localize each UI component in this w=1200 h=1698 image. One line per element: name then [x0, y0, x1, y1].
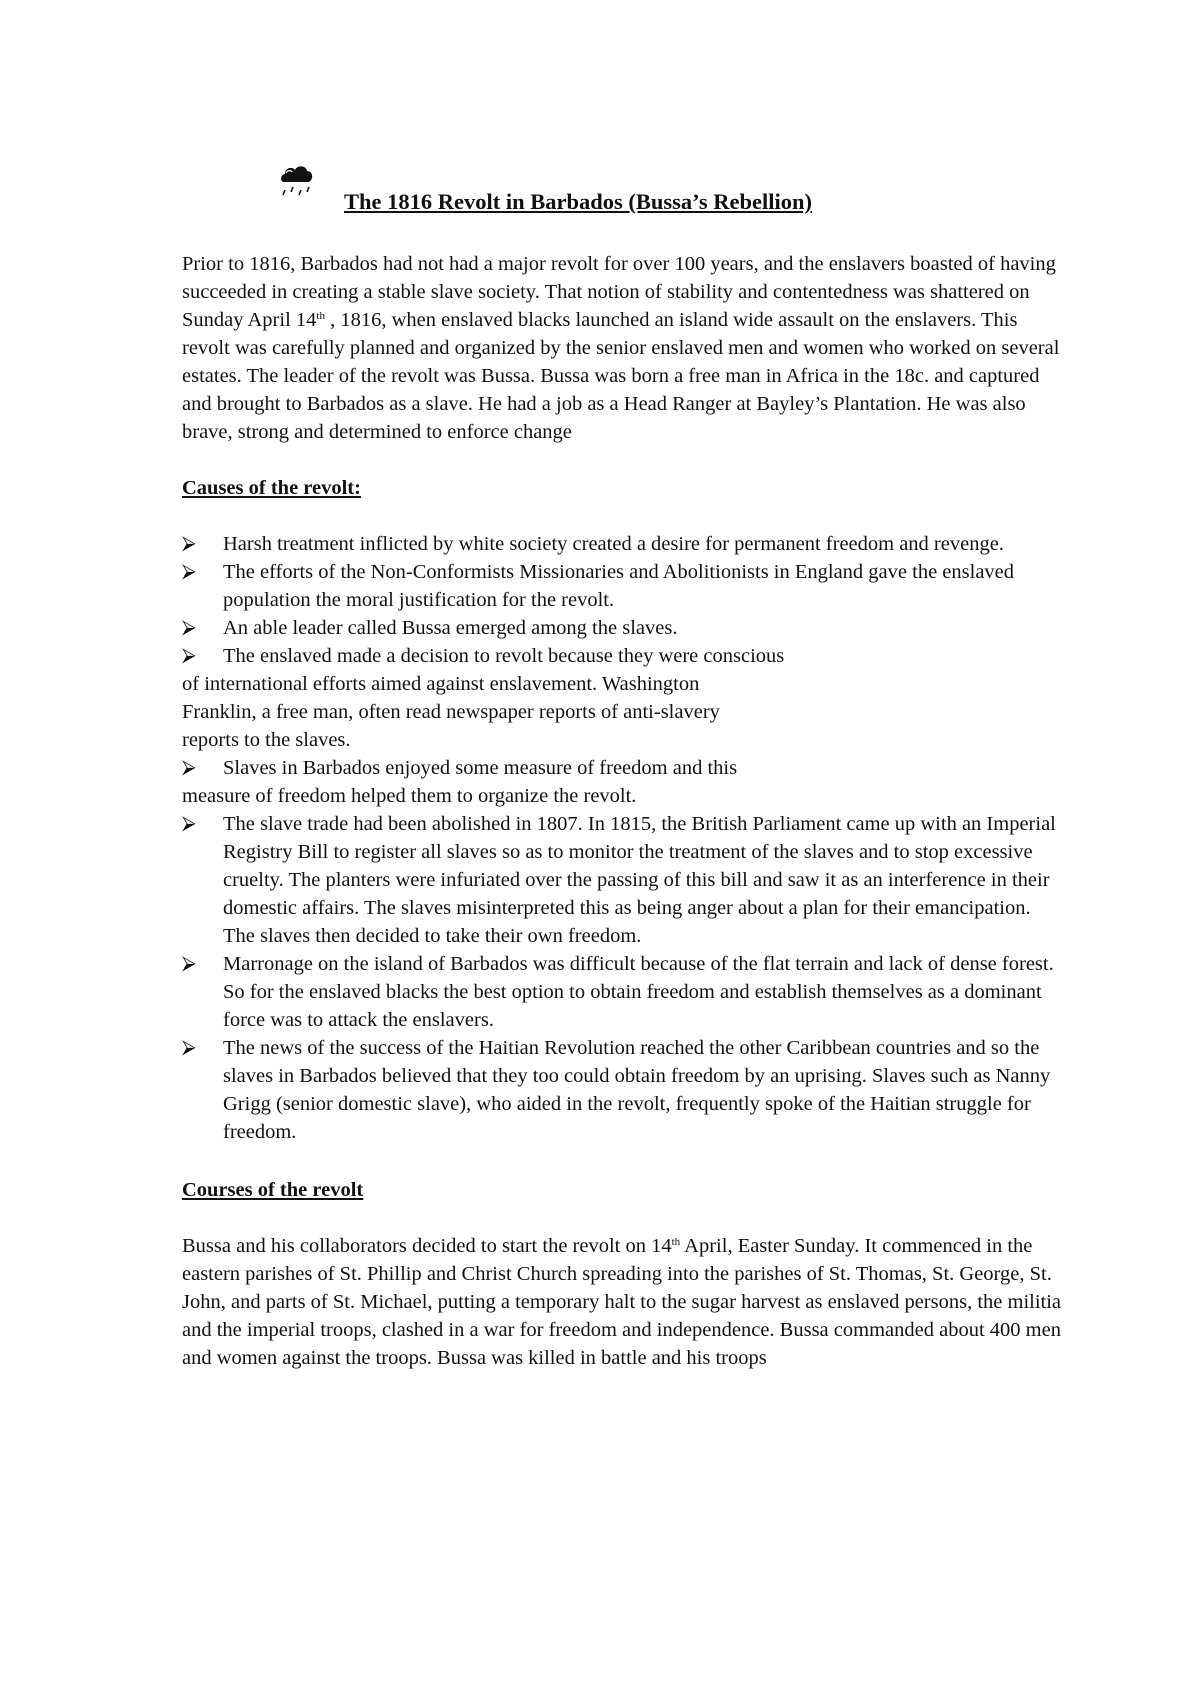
arrow-bullet-icon: ⮚	[182, 645, 196, 666]
cause-item	[182, 642, 1062, 754]
cause-text: An able leader called Bussa emerged among the slaves.	[223, 617, 678, 639]
cause-text: Slaves in Barbados enjoyed some measure of freedom and this	[223, 757, 738, 779]
rain-cloud-icon	[279, 162, 315, 204]
cause-item	[182, 810, 1062, 950]
courses-paragraph: Bussa and his collaborators decided to start the revolt on 14th April, Easter Sunday. It commenced in the eastern parishes of St. Phillip and Christ Church spreading into the parishes of St. Thomas, St. George, St. John, and parts of St. Michael, putting a temporary halt to the sugar harvest as enslaved persons, the militia and the imperial troops, clashed in a war for freedom and independence. Bussa commanded about 400 men and women against the troops. Bussa was killed in battle and his troops	[182, 1235, 1062, 1369]
cause-item	[182, 1034, 1062, 1146]
causes-heading: Causes of the revolt:	[182, 477, 361, 499]
arrow-bullet-icon: ⮚	[182, 561, 196, 582]
arrow-bullet-icon: ⮚	[182, 533, 196, 554]
title-row	[182, 162, 1062, 216]
cause-text: The enslaved made a decision to revolt because they were conscious	[223, 645, 785, 667]
cause-text: Harsh treatment inflicted by white society created a desire for permanent freedom and revenge.	[223, 533, 1004, 555]
cause-text: The efforts of the Non-Conformists Missionaries and Abolitionists in England gave the enslaved population the moral justification for the revolt.	[223, 561, 1015, 611]
courses-heading: Courses of the revolt	[182, 1179, 364, 1201]
cause-item	[182, 754, 1062, 810]
cause-continuation-line: Franklin, a free man, often read newspaper reports of anti-slavery	[182, 701, 720, 723]
arrow-bullet-icon: ⮚	[182, 1037, 196, 1058]
cause-text: The slave trade had been abolished in 1807. In 1815, the British Parliament came up with an Imperial Registry Bill to register all slaves so as to monitor the treatment of the slaves and to stop excessive cruelty. The planters were infuriated over the passing of this bill and saw it as an interference in their domestic affairs. The slaves misinterpreted this as being anger about a plan for their emancipation. The slaves then decided to take their own freedom.	[223, 813, 1056, 947]
document-body	[182, 162, 1062, 1372]
document-title: The 1816 Revolt in Barbados (Bussa’s Rebellion)	[344, 189, 812, 214]
cause-continuation-line: of international efforts aimed against enslavement. Washington	[182, 673, 700, 695]
cause-item	[182, 614, 1062, 642]
cause-item	[182, 950, 1062, 1034]
cause-text: Marronage on the island of Barbados was difficult because of the flat terrain and lack of dense forest. So for the enslaved blacks the best option to obtain freedom and establish themselves as a dominant force was to attack the enslavers.	[223, 953, 1054, 1031]
cause-continuation-line: reports to the slaves.	[182, 729, 351, 751]
cause-text: The news of the success of the Haitian Revolution reached the other Caribbean countries and so the slaves in Barbados believed that they too could obtain freedom by an uprising. Slaves such as Nanny Grigg (senior domestic slave), who aided in the revolt, frequently spoke of the Haitian struggle for freedom.	[223, 1037, 1051, 1143]
causes-list	[182, 530, 1062, 1146]
cause-item	[182, 558, 1062, 614]
intro-paragraph: Prior to 1816, Barbados had not had a major revolt for over 100 years, and the enslavers boasted of having succeeded in creating a stable slave society. That notion of stability and contentedness was shattered on Sunday April 14th , 1816, when enslaved blacks launched an island wide assault on the enslavers. This revolt was carefully planned and organized by the senior enslaved men and women who worked on several estates. The leader of the revolt was Bussa. Bussa was born a free man in Africa in the 18c. and captured and brought to Barbados as a slave. He had a job as a Head Ranger at Bayley’s Plantation. He was also brave, strong and determined to enforce change	[182, 253, 1060, 443]
cause-continuation-line: measure of freedom helped them to organize the revolt.	[182, 785, 637, 807]
arrow-bullet-icon: ⮚	[182, 617, 196, 638]
arrow-bullet-icon: ⮚	[182, 813, 196, 834]
cause-item	[182, 530, 1062, 558]
arrow-bullet-icon: ⮚	[182, 953, 196, 974]
arrow-bullet-icon: ⮚	[182, 757, 196, 778]
